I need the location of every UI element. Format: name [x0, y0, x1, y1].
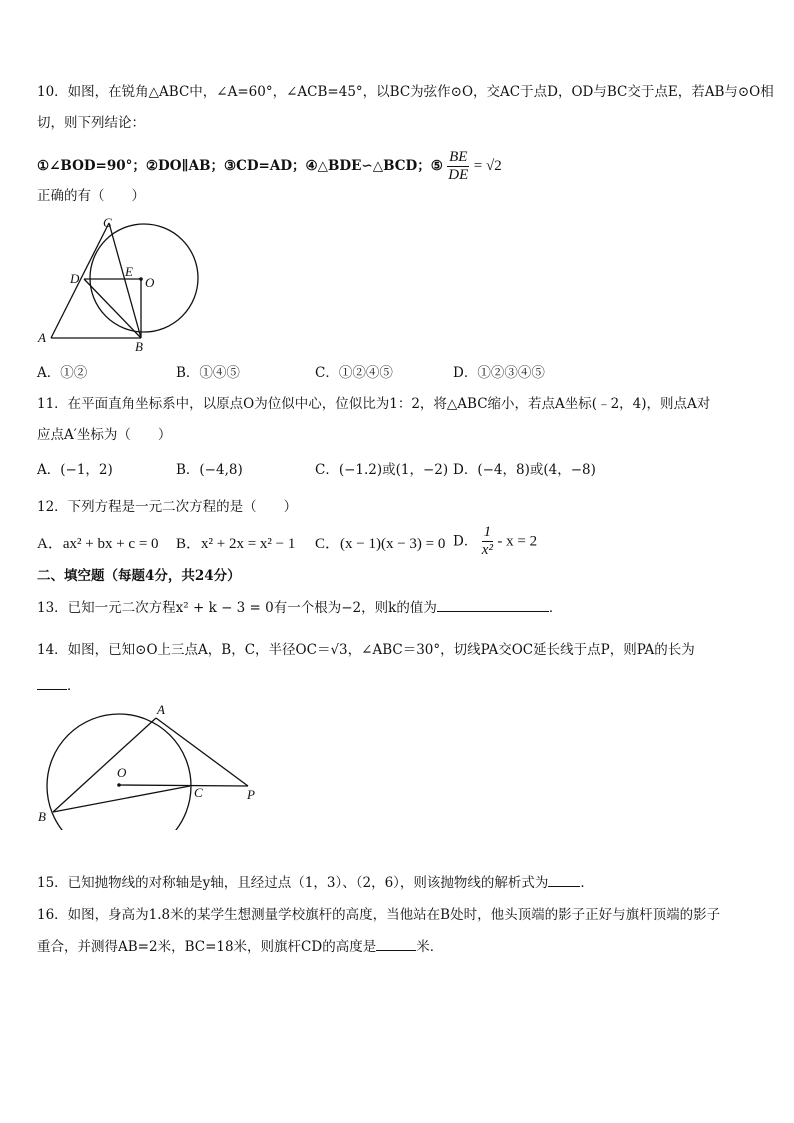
q15-text-end: ．: [580, 875, 594, 891]
q11-option-d: D．(−4，8)或(4，−8): [453, 462, 596, 478]
q14-line2: [37, 675, 81, 696]
q10-option-b: B．①④⑤: [176, 365, 240, 381]
q12-line1: 12．下列方程是一元二次方程的是（ ）: [37, 499, 298, 515]
section-heading-fill-in: 二、填空题（每题4分，共24分）: [37, 568, 241, 584]
q12-option-d-rest: - x = 2: [497, 533, 538, 550]
q10-frac-numerator: BE: [449, 149, 468, 165]
q14-label-B: B: [38, 809, 46, 824]
q10-option-c: C．①②④⑤: [315, 365, 393, 381]
q13-line: [37, 597, 562, 618]
q10-line2: 切，则下列结论：: [37, 115, 145, 131]
q14-label-O: O: [117, 765, 127, 780]
q10-conclusions: [37, 149, 502, 184]
q16-line1: 16．如图，身高为1.8米的某学生想测量学校旗杆的高度，当他站在B处时，他头顶端的影子正好与旗杆顶端的影子: [37, 907, 721, 923]
q14-answer-blank: [37, 675, 67, 690]
q10-conclusions-text: ①∠BOD=90°；②DO∥AB；③CD=AD；④△BDE∽△BCD；⑤: [37, 158, 443, 174]
q10-label-D: D: [70, 271, 80, 286]
q15-line: [37, 872, 594, 893]
q10-line1: 10．如图，在锐角△ABC中，∠A=60°，∠ACB=45°，以BC为弦作⊙O，交AC于点D，OD与BC交于点E，若AB与⊙O相: [37, 84, 774, 100]
q13-text-end: ．: [548, 600, 563, 616]
q10-label-A: A: [38, 330, 46, 345]
q15-text: 15．已知抛物线的对称轴是y轴，且经过点（1，3）、（2，6），则该抛物线的解析式为: [37, 875, 549, 891]
q10-label-O: O: [145, 275, 155, 290]
q10-fraction: [447, 149, 469, 184]
q10-frac-denominator: DE: [448, 167, 469, 183]
q12-option-d-fraction: [482, 524, 494, 559]
q12-option-a: A．ax² + bx + c = 0: [37, 536, 159, 552]
q16-text: 重合，并测得AB=2米，BC=18米，则旗杆CD的高度是: [37, 939, 377, 955]
q14-line2-end: ．: [67, 678, 81, 694]
q10-figure: [34, 214, 206, 354]
q15-answer-blank: [548, 872, 580, 887]
q10-prompt: 正确的有（ ）: [37, 188, 145, 204]
q10-label-B: B: [135, 339, 143, 354]
q12-option-d-denominator: x²: [481, 542, 493, 558]
q11-line2: 应点A′坐标为（ ）: [37, 427, 172, 443]
q10-option-a: A．①②: [37, 365, 88, 381]
q12-option-d-numerator: 1: [483, 524, 492, 540]
q14-label-P: P: [247, 787, 255, 802]
q12-option-b: B．x² + 2x = x² − 1: [176, 536, 296, 552]
q12-option-d: [453, 524, 537, 559]
q14-label-A: A: [157, 702, 165, 717]
q11-option-b: B．(−4,8): [176, 462, 243, 478]
q11-line1: 11．在平面直角坐标系中，以原点O为位似中心，位似比为1：2，将△ABC缩小，若点A坐标(﹣2，4)，则点A对: [37, 396, 711, 412]
q11-option-c: C．(−1.2)或(1，−2): [315, 462, 449, 478]
q14-figure: [34, 700, 264, 830]
q10-label-E: E: [125, 264, 133, 279]
q10-equation-rhs: = √2: [473, 158, 502, 174]
q12-option-d-letter: D．: [453, 533, 478, 550]
q16-text-end: 米．: [416, 939, 444, 955]
q14-label-C: C: [194, 785, 203, 800]
q13-answer-blank: [437, 597, 549, 612]
q10-label-C: C: [103, 215, 112, 230]
q14-line1: 14．如图，已知⊙O上三点A，B，C，半径OC＝√3，∠ABC＝30°，切线PA交OC延长线于点P，则PA的长为: [37, 642, 695, 658]
q13-text: 13．已知一元二次方程x² + k − 3 = 0有一个根为−2，则k的值为: [37, 600, 437, 616]
q10-option-d: D．①②③④⑤: [453, 365, 545, 381]
q12-option-c: C．(x − 1)(x − 3) = 0: [315, 536, 446, 552]
q16-line2: [37, 936, 443, 957]
q11-option-a: A．(−1，2): [37, 462, 113, 478]
q16-answer-blank: [376, 936, 416, 951]
